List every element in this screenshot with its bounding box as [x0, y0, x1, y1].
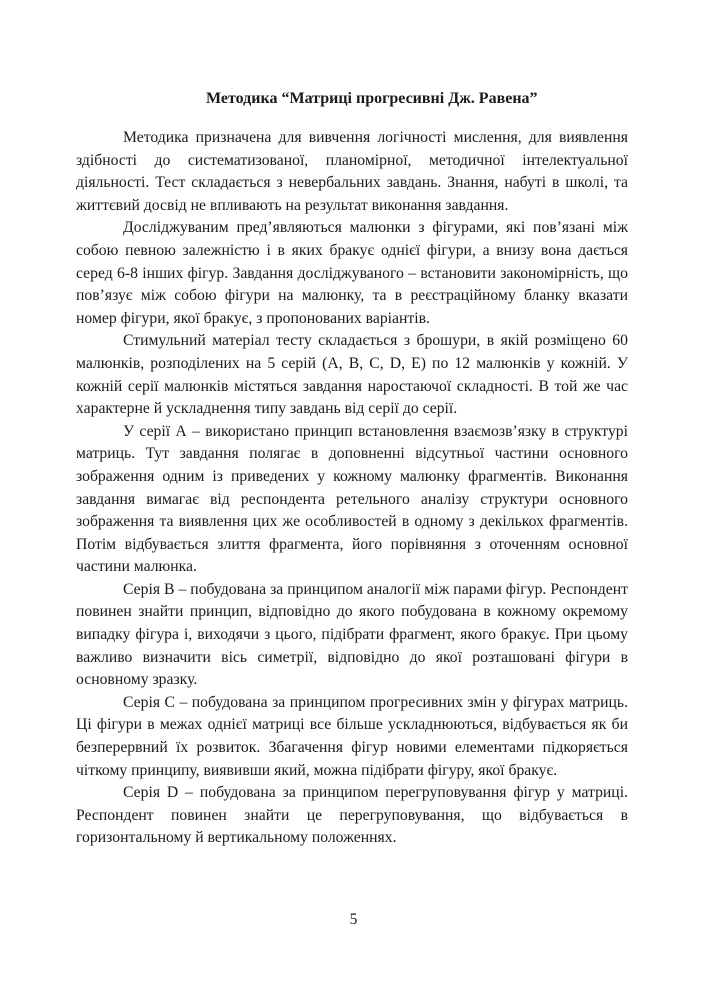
paragraph-task-description: Досліджуваним пред’являються малюнки з фігурами, які пов’язані між собою певною залежністю і в яких бракує однієї фігури, а внизу вона дається серед 6-8 інших фігур. Завдання досліджуваного – встановити закономірність, що пов’язує між собою фігури на малюнку, та в реєстраційному бланку вказати номер фігури, якої бракує, з пропонованих варіантів.	[76, 219, 628, 327]
document-title: Методика “Матриці прогресивні Дж. Равена”	[206, 90, 538, 107]
paragraph-series-c: Серія С – побудована за принципом прогресивних змін у фігурах матриць. Ці фігури в межах однієї матриці все більше ускладнюються, відбувається як би безперервний їх розвиток. Збагачення фігур новими елементами підкоряється чіткому принципу, виявивши який, можна підібрати фігуру, якої бракує.	[76, 693, 628, 779]
paragraph-stimulus-material: Стимульний матеріал тесту складається з брошури, в якій розміщено 60 малюнків, розподілених на 5 серій (А, В, С, D, Е) по 12 малюнків у кожній. У кожній серії малюнків містяться завдання наростаючої складності. В той же час характерне й ускладнення типу завдань від серії до серії.	[76, 332, 628, 418]
page-number: 5	[349, 911, 358, 928]
page-content	[76, 88, 628, 850]
paragraph-series-a: У серії А – використано принцип встановлення взаємозв’язку в структурі матриць. Тут завдання полягає в доповненні відсутньої частини основного зображення одним із приведених у кожному малюнку фрагментів. Виконання завдання вимагає від респондента ретельного аналізу структури основного зображення та виявлення цих же особливостей в одному з декількох фрагментів. Потім відбувається злиття фрагмента, його порівняння з оточенням основної частини малюнка.	[76, 422, 628, 576]
paragraph-intro: Методика призначена для вивчення логічності мислення, для виявлення здібності до систематизованої, планомірної, методичної інтелектуальної діяльності. Тест складається з невербальних завдань. Знання, набуті в школі, та життєвий досвід не впливають на результат виконання завдання.	[76, 129, 628, 214]
paragraph-series-b: Серія В – побудована за принципом аналогії між парами фігур. Респондент повинен знайти принцип, відповідно до якого побудована в кожному окремому випадку фігура і, виходячи з цього, підібрати фрагмент, якого бракує. При цьому важливо визначити вісь симетрії, відповідно до якої розташовані фігури в основному зразку.	[76, 580, 628, 689]
paragraph-series-d: Серія D – побудована за принципом перегруповування фігур у матриці. Респондент повинен знайти це перегруповування, що відбувається в горизонтальному й вертикальному положеннях.	[76, 784, 628, 847]
